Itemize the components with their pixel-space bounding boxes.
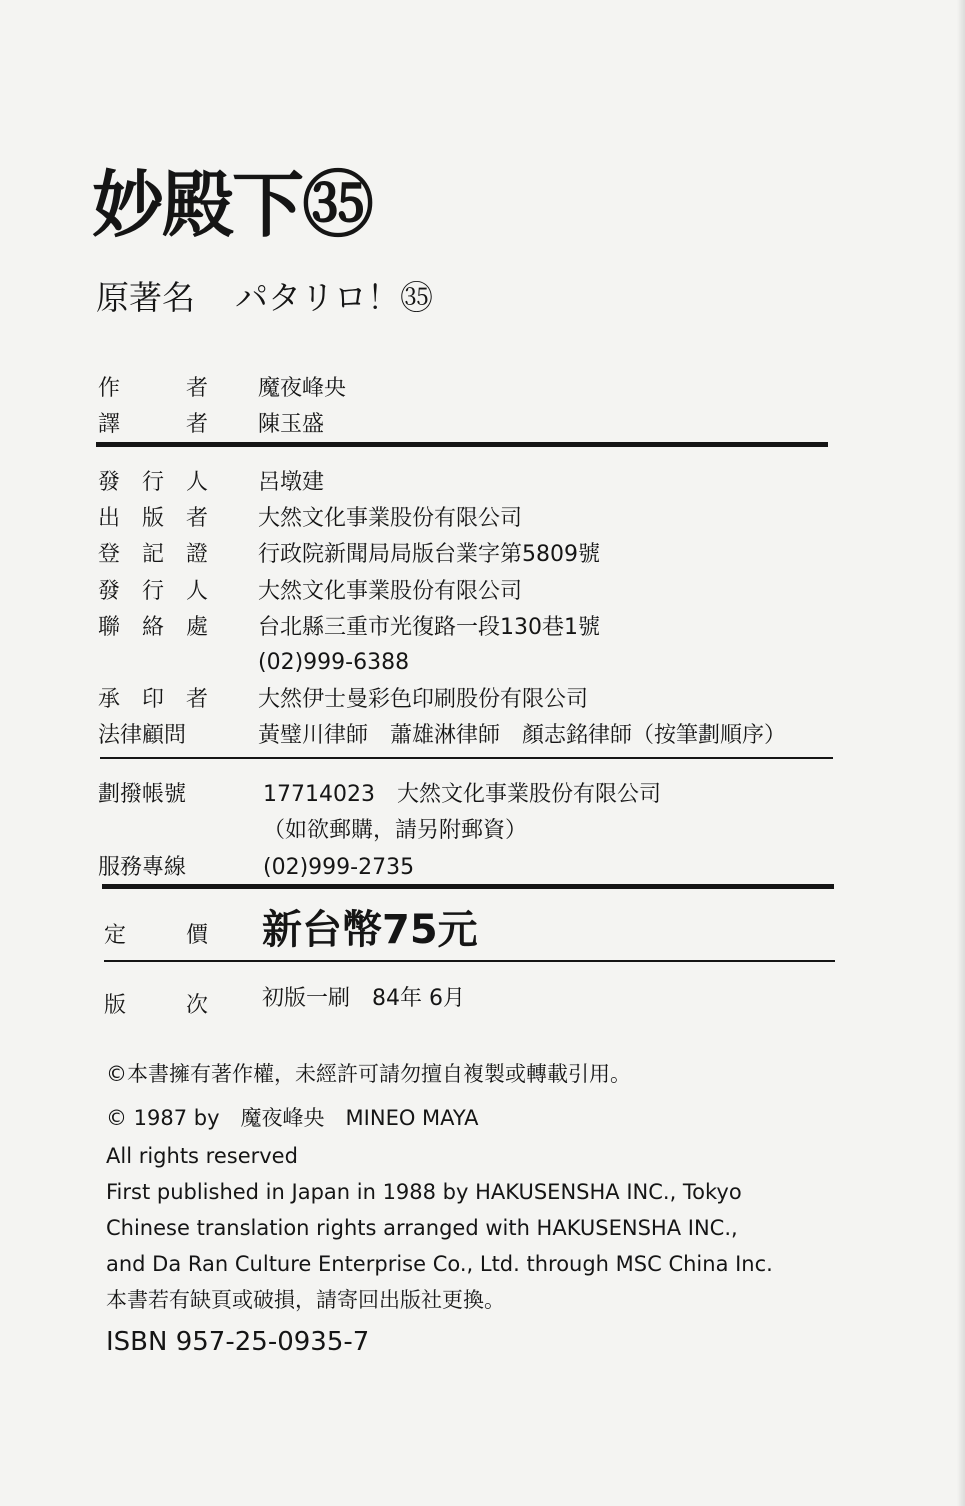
- field-value: (02)999-2735: [263, 855, 415, 880]
- copyright-line: Chinese translation rights arranged with HAKUSENSHA INC.,: [106, 1216, 738, 1240]
- copyright-line: © 1987 by 魔夜峰央 MINEO MAYA: [106, 1106, 479, 1130]
- field-value: 大然伊士曼彩色印刷股份有限公司: [258, 687, 589, 712]
- field-label: 承 印 者: [98, 687, 208, 712]
- field-label: 登 記 證: [98, 542, 208, 567]
- field-value: 行政院新聞局局版台業字第5809號: [258, 542, 600, 567]
- field-value: 台北縣三重市光復路一段130巷1號: [258, 615, 600, 640]
- edition-label: 版 次: [104, 993, 208, 1018]
- page-edge: [957, 0, 965, 1506]
- divider-thick: [96, 442, 828, 447]
- field-value: (02)999-6388: [258, 650, 410, 675]
- divider-thin: [100, 757, 833, 759]
- original-title-name: パタリロ！㉟: [235, 278, 433, 317]
- field-label: 發 行 人: [98, 579, 208, 604]
- copyright-line: All rights reserved: [106, 1144, 298, 1168]
- price-value: 新台幣75元: [262, 907, 478, 953]
- divider-thin: [104, 960, 835, 962]
- field-label: 譯 者: [98, 412, 208, 437]
- field-label: 出 版 者: [98, 506, 208, 531]
- field-value: 陳玉盛: [258, 412, 325, 437]
- field-value: 大然文化事業股份有限公司: [258, 579, 523, 604]
- copyright-line: and Da Ran Culture Enterprise Co., Ltd. through MSC China Inc.: [106, 1252, 773, 1276]
- copyright-line: 本書若有缺頁或破損，請寄回出版社更換。: [106, 1288, 505, 1312]
- field-label: 服務專線: [98, 855, 187, 880]
- field-value: 魔夜峰央: [258, 376, 347, 401]
- field-value: （如欲郵購，請另附郵資）: [263, 818, 528, 843]
- field-label: 法律顧問: [98, 723, 187, 748]
- book-title: 妙殿下㉟: [92, 163, 373, 247]
- copyright-line: First published in Japan in 1988 by HAKUSENSHA INC., Tokyo: [106, 1180, 742, 1204]
- field-label: 聯 絡 處: [98, 615, 208, 640]
- price-label: 定 價: [104, 923, 208, 948]
- field-label: 作 者: [98, 376, 208, 401]
- field-value: 呂墩建: [258, 470, 325, 495]
- edition-value: 初版一刷 84年 6月: [262, 986, 465, 1011]
- field-value: 大然文化事業股份有限公司: [258, 506, 523, 531]
- original-title: [96, 276, 433, 320]
- field-label: 發 行 人: [98, 470, 208, 495]
- divider-thick: [102, 884, 834, 889]
- field-value: 黃璧川律師 蕭雄淋律師 顏志銘律師（按筆劃順序）: [258, 723, 787, 748]
- copyright-line: ©本書擁有著作權，未經許可請勿擅自複製或轉載引用。: [106, 1062, 631, 1086]
- field-value: 17714023 大然文化事業股份有限公司: [263, 782, 661, 807]
- field-label: 劃撥帳號: [98, 782, 187, 807]
- isbn: ISBN 957-25-0935-7: [106, 1327, 370, 1357]
- original-title-label: 原著名: [96, 278, 195, 317]
